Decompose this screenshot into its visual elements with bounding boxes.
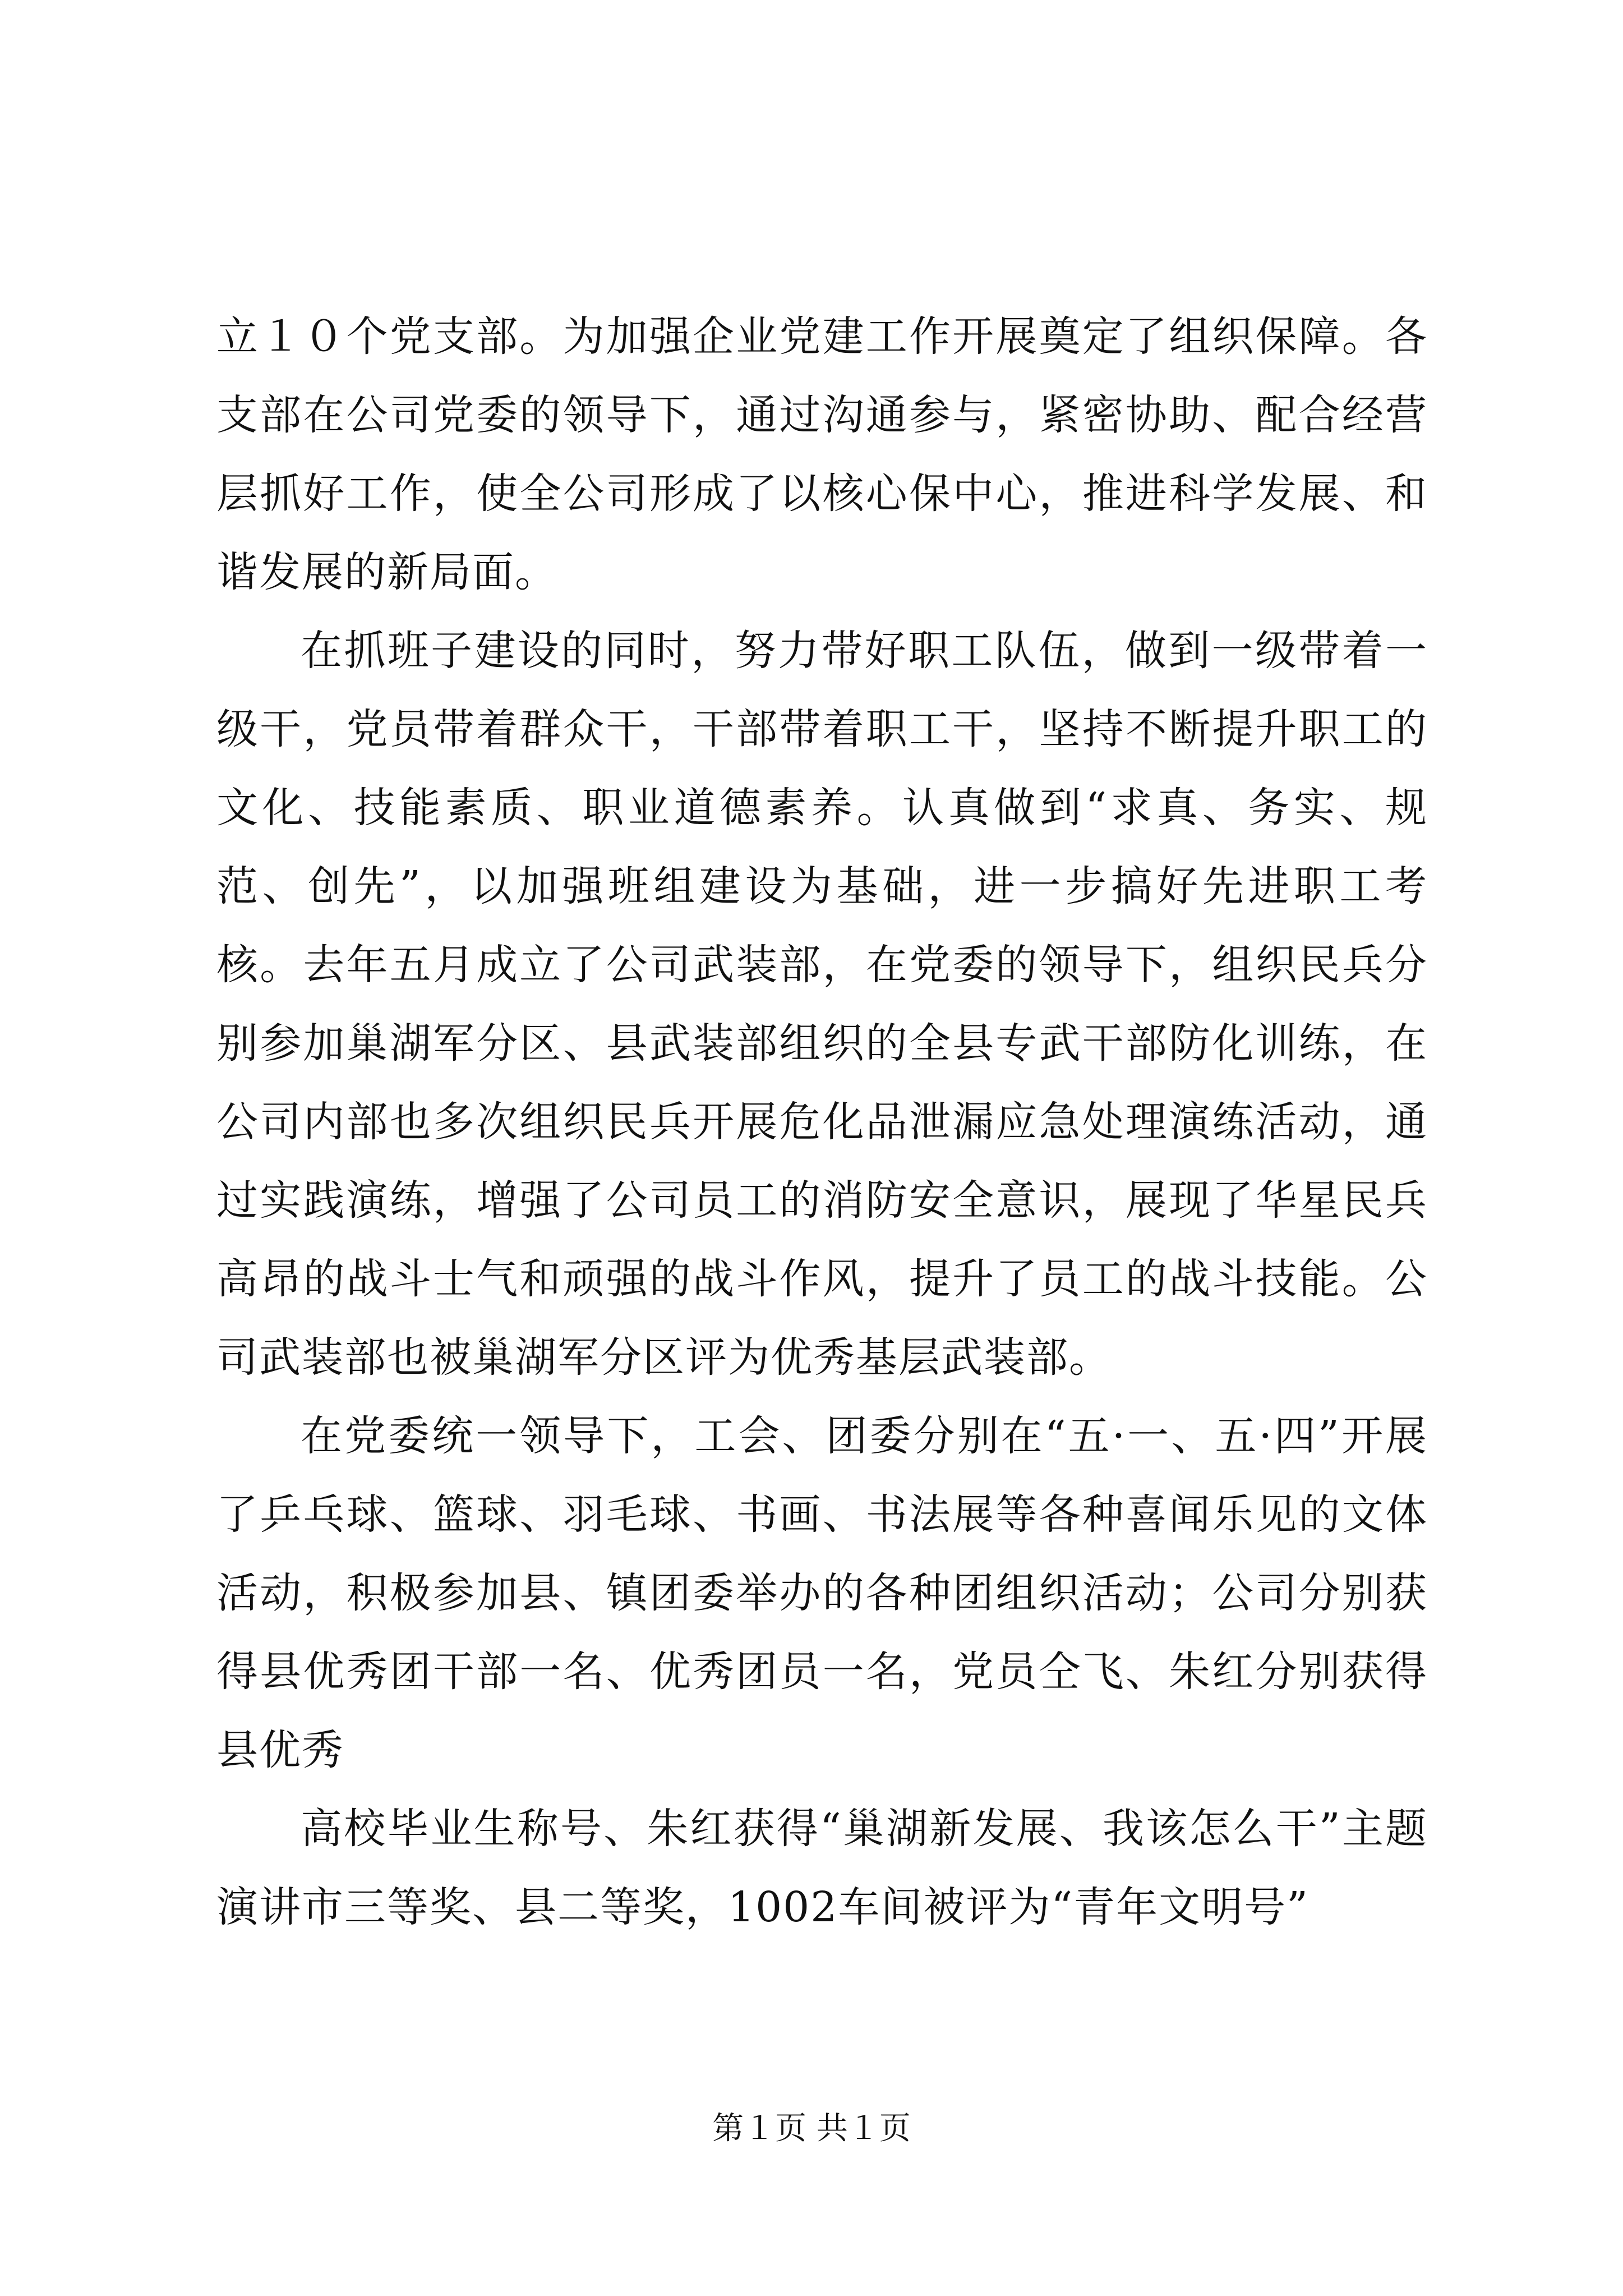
paragraph-2: 在抓班子建设的同时，努力带好职工队伍，做到一级带着一级干，党员带着群众干，干部带着职工干，坚持不断提升职工的文化、技能素质、职业道德素养。认真做到“求真、务实、规范、创先”，以加强班组建设为基础，进一步搞好先进职工考核。去年五月成立了公司武装部，在党委的领导下，组织民兵分别参加巢湖军分区、县武装部组织的全县专武干部防化训练，在公司内部也多次组织民兵开展危化品泄漏应急处理演练活动，通过实践演练，增强了公司员工的消防安全意识，展现了华星民兵高昂的战斗士气和顽强的战斗作风，提升了员工的战斗技能。公司武装部也被巢湖军分区评为优秀基层武装部。 — [216, 627, 1428, 1382]
document-body — [216, 297, 1428, 1947]
paragraph-4: 高校毕业生称号、朱红获得“巢湖新发展、我该怎么干”主题演讲市三等奖、县二等奖，1002车间被评为“青年文明号” — [216, 1805, 1428, 1931]
page-footer: 第１页 共１页 — [712, 2110, 911, 2147]
paragraph-3: 在党委统一领导下，工会、团委分别在“五·一、五·四”开展了乒乓球、篮球、羽毛球、书画、书法展等各种喜闻乐见的文体活动，积极参加县、镇团委举办的各种团组织活动；公司分别获得县优秀团干部一名、优秀团员一名，党员仝飞、朱红分别获得县优秀 — [216, 1412, 1428, 1774]
paragraph-1: 立１０个党支部。为加强企业党建工作开展奠定了组织保障。各支部在公司党委的领导下，通过沟通参与，紧密协助、配合经营层抓好工作，使全公司形成了以核心保中心，推进科学发展、和谐发展的新局面。 — [216, 312, 1428, 596]
